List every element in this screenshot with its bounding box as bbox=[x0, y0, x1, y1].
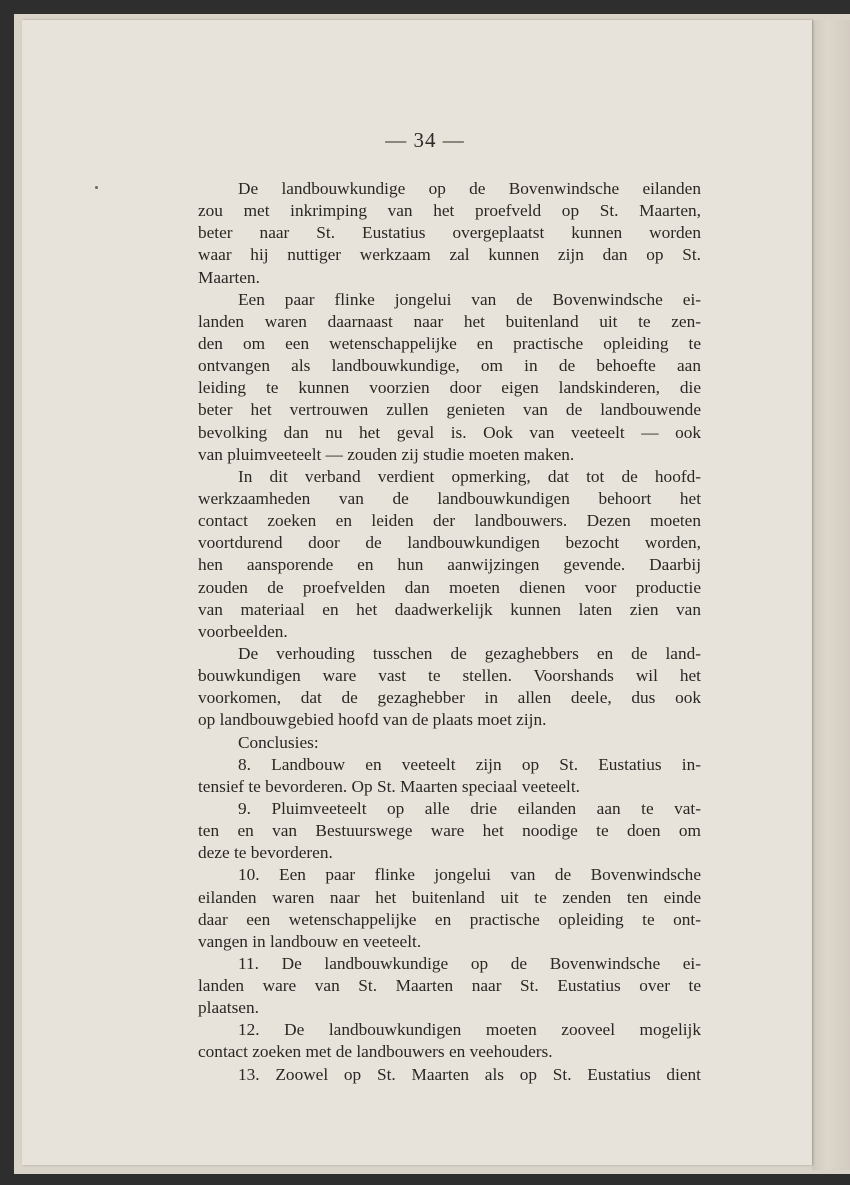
text-line: landen ware van St. Maarten naar St. Eustatius over te bbox=[198, 976, 701, 996]
body-text bbox=[198, 178, 701, 1086]
text-line: leiding te kunnen voorzien door eigen landskinderen, die bbox=[198, 378, 701, 398]
text-line: waar hij nuttiger werkzaam zal kunnen zijn dan op St. bbox=[198, 245, 701, 265]
text-line: vangen in landbouw en veeteelt. bbox=[198, 931, 422, 951]
text-line: Maarten. bbox=[198, 267, 260, 287]
text-line: De verhouding tusschen de gezaghebbers en de land- bbox=[238, 643, 701, 663]
text-line: van pluimveeteelt — zouden zij studie moeten maken. bbox=[198, 444, 575, 464]
text-line: werkzaamheden van de landbouwkundigen behoort het bbox=[198, 488, 701, 508]
scan-speck bbox=[95, 186, 98, 189]
page-number: — 34 — bbox=[385, 128, 465, 152]
text-line: 8. Landbouw en veeteelt zijn op St. Eustatius in- bbox=[238, 754, 701, 774]
text-line: 9. Pluimveeteelt op alle drie eilanden aan te vat- bbox=[238, 798, 701, 818]
text-line: contact zoeken en leiden der landbouwers. Dezen moeten bbox=[198, 511, 701, 531]
text-line: ontvangen als landbouwkundige, om in de behoefte aan bbox=[198, 356, 701, 376]
text-line: zouden de proefvelden dan moeten dienen voor productie bbox=[198, 577, 701, 597]
text-line: beter het vertrouwen zullen genieten van de landbouwende bbox=[198, 400, 701, 420]
text-line: op landbouwgebied hoofd van de plaats moet zijn. bbox=[198, 710, 547, 730]
text-line: 10. Een paar flinke jongelui van de Bovenwindsche bbox=[238, 865, 701, 885]
text-line: den om een wetenschappelijke en practische opleiding te bbox=[198, 333, 701, 353]
text-line: hen aansporende en hun aanwijzingen gevende. Daarbij bbox=[198, 555, 701, 575]
text-line: landen waren daarnaast naar het buitenland uit te zen- bbox=[198, 311, 701, 331]
next-page-edge bbox=[812, 20, 850, 1170]
text-line: ten en van Bestuurswege ware het noodige te doen om bbox=[198, 821, 701, 841]
text-line: Een paar flinke jongelui van de Bovenwindsche ei- bbox=[238, 289, 701, 309]
text-line: voorbeelden. bbox=[198, 621, 288, 641]
text-line: tensief te bevorderen. Op St. Maarten speciaal veeteelt. bbox=[198, 776, 580, 796]
text-line: zou met inkrimping van het proefveld op St. Maarten, bbox=[198, 201, 701, 221]
text-line: 13. Zoowel op St. Maarten als op St. Eustatius dient bbox=[238, 1064, 701, 1084]
text-line: bevolking dan nu het geval is. Ook van veeteelt — ook bbox=[198, 422, 701, 442]
text-line: De landbouwkundige op de Bovenwindsche eilanden bbox=[238, 179, 701, 198]
text-line: eilanden waren naar het buitenland uit te zenden ten einde bbox=[198, 887, 701, 907]
text-line: bouwkundigen ware vast te stellen. Voorshands wil het bbox=[198, 666, 701, 686]
text-line: van materiaal en het daadwerkelijk kunnen laten zien van bbox=[198, 599, 701, 619]
text-line: voortdurend door de landbouwkundigen bezocht worden, bbox=[198, 533, 701, 553]
text-line: voorkomen, dat de gezaghebber in allen deele, dus ook bbox=[198, 688, 701, 708]
text-line: daar een wetenschappelijke en practische opleiding te ont- bbox=[198, 909, 701, 929]
text-line: 12. De landbouwkundigen moeten zooveel mogelijk bbox=[238, 1020, 701, 1040]
text-line: plaatsen. bbox=[198, 998, 259, 1018]
text-line: In dit verband verdient opmerking, dat tot de hoofd- bbox=[238, 466, 701, 486]
text-line: beter naar St. Eustatius overgeplaatst kunnen worden bbox=[198, 223, 701, 243]
text-line: 11. De landbouwkundige op de Bovenwindsche ei- bbox=[238, 953, 701, 973]
text-line: deze te bevorderen. bbox=[198, 843, 333, 863]
text-line: Conclusies: bbox=[238, 732, 319, 752]
text-line: contact zoeken met de landbouwers en veehouders. bbox=[198, 1042, 553, 1062]
